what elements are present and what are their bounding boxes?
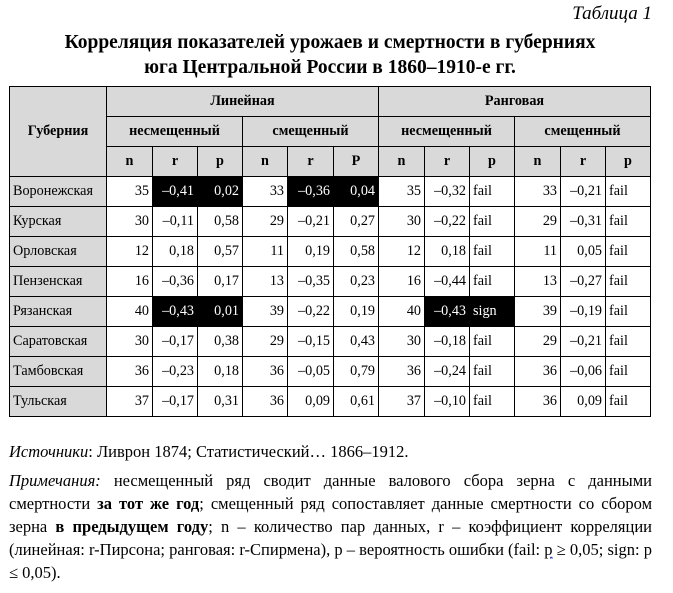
- col-header: n: [515, 147, 561, 177]
- table-cell: 29: [515, 207, 561, 237]
- table-row: [10, 207, 651, 237]
- table-cell: 30: [107, 207, 153, 237]
- table-cell: 0,05: [561, 237, 606, 267]
- table-cell: 11: [243, 237, 288, 267]
- province-name: Тульская: [10, 387, 107, 417]
- table-cell: fail: [470, 207, 515, 237]
- table-cell: –0,27: [561, 267, 606, 297]
- table-cell: 11: [515, 237, 561, 267]
- table-cell: 35: [107, 177, 153, 207]
- province-name: Орловская: [10, 237, 107, 267]
- table-cell: –0,23: [153, 357, 198, 387]
- table-cell: fail: [470, 327, 515, 357]
- table-cell: 0,58: [334, 237, 379, 267]
- table-cell: –0,21: [561, 327, 606, 357]
- table-cell: –0,15: [288, 327, 334, 357]
- table-cell: fail: [606, 387, 651, 417]
- province-name: Пензенская: [10, 267, 107, 297]
- col-header: n: [107, 147, 153, 177]
- table-row: [10, 387, 651, 417]
- table-cell: –0,22: [425, 207, 470, 237]
- table-cell: 0,27: [334, 207, 379, 237]
- table-cell: fail: [470, 387, 515, 417]
- table-cell: fail: [606, 237, 651, 267]
- table-cell: 30: [107, 327, 153, 357]
- table-cell: fail: [606, 267, 651, 297]
- notes-bold-2: в предыдущем году: [55, 517, 209, 536]
- rank-header: Ранговая: [379, 87, 651, 117]
- notes-text-5: ≥ 0,05; sign: p ≤ 0,05).: [9, 540, 652, 582]
- table-cell: 0,09: [561, 387, 606, 417]
- table-cell: 0,18: [425, 237, 470, 267]
- title-line-2: юга Центральной России в 1860–1910-е гг.: [144, 57, 516, 78]
- col-header: n: [379, 147, 425, 177]
- table-cell: 16: [107, 267, 153, 297]
- table-cell: fail: [470, 177, 515, 207]
- table-cell: 0,57: [198, 237, 243, 267]
- table-cell: 36: [243, 357, 288, 387]
- province-name: Рязанская: [10, 297, 107, 327]
- table-cell: 39: [515, 297, 561, 327]
- table-cell: 0,02: [198, 177, 243, 207]
- table-cell: –0,11: [153, 207, 198, 237]
- linear-unshifted-header: несмещенный: [107, 117, 243, 147]
- sources-line: [9, 440, 652, 463]
- col-header: r: [425, 147, 470, 177]
- table-cell: –0,36: [153, 267, 198, 297]
- table-cell: 0,61: [334, 387, 379, 417]
- table-cell: –0,17: [153, 327, 198, 357]
- rank-unshifted-header: несмещенный: [379, 117, 515, 147]
- notes-bold-1: за тот же год: [97, 494, 200, 513]
- table-cell: fail: [470, 237, 515, 267]
- table-row: [10, 297, 651, 327]
- table-cell: 33: [243, 177, 288, 207]
- notes-block: [9, 440, 652, 584]
- notes-label: Примечания:: [9, 471, 101, 490]
- table-cell: fail: [470, 267, 515, 297]
- sources-label: Источники: [9, 442, 89, 461]
- table-cell: –0,44: [425, 267, 470, 297]
- table-row: [10, 327, 651, 357]
- table-cell: –0,05: [288, 357, 334, 387]
- notes-text-1: несмещенный ряд сводит данные валового сбора зерна с данными смертности: [9, 471, 652, 513]
- table-cell: –0,24: [425, 357, 470, 387]
- table-cell: –0,18: [425, 327, 470, 357]
- table-cell: 40: [379, 297, 425, 327]
- table-cell: 37: [379, 387, 425, 417]
- col-header: p: [606, 147, 651, 177]
- table-cell: 29: [515, 327, 561, 357]
- table-cell: 13: [243, 267, 288, 297]
- notes-text-4: p: [544, 540, 553, 559]
- col-header: P: [334, 147, 379, 177]
- table-cell: –0,21: [561, 177, 606, 207]
- table-cell: –0,19: [561, 297, 606, 327]
- table-row: [10, 357, 651, 387]
- table-cell: 33: [515, 177, 561, 207]
- table-cell: 39: [243, 297, 288, 327]
- title-line-1: Корреляция показателей урожаев и смертности в губерниях: [64, 32, 596, 53]
- table-row: [10, 237, 651, 267]
- table-cell: 0,17: [198, 267, 243, 297]
- table-cell: fail: [606, 207, 651, 237]
- table-cell: 36: [107, 357, 153, 387]
- table-cell: 30: [379, 327, 425, 357]
- table-cell: 12: [107, 237, 153, 267]
- table-cell: 0,01: [198, 297, 243, 327]
- province-name: Тамбовская: [10, 357, 107, 387]
- notes-paragraph: [9, 469, 652, 584]
- province-name: Саратовская: [10, 327, 107, 357]
- table-cell: –0,22: [288, 297, 334, 327]
- table-cell: fail: [606, 357, 651, 387]
- table-cell: –0,21: [288, 207, 334, 237]
- correlation-table: [9, 86, 651, 417]
- table-cell: sign: [470, 297, 515, 327]
- province-header: Губерния: [10, 87, 107, 177]
- col-header: r: [153, 147, 198, 177]
- col-header: r: [561, 147, 606, 177]
- col-header: r: [288, 147, 334, 177]
- table-cell: 16: [379, 267, 425, 297]
- table-cell: –0,10: [425, 387, 470, 417]
- table-cell: fail: [606, 327, 651, 357]
- table-cell: –0,43: [425, 297, 470, 327]
- table-cell: –0,43: [153, 297, 198, 327]
- table-cell: fail: [606, 297, 651, 327]
- table-cell: 13: [515, 267, 561, 297]
- col-header: n: [243, 147, 288, 177]
- table-cell: –0,06: [561, 357, 606, 387]
- table-cell: –0,32: [425, 177, 470, 207]
- table-cell: –0,35: [288, 267, 334, 297]
- table-cell: 30: [379, 207, 425, 237]
- province-name: Воронежская: [10, 177, 107, 207]
- table-cell: 0,23: [334, 267, 379, 297]
- rank-shifted-header: смещенный: [515, 117, 651, 147]
- table-cell: 36: [379, 357, 425, 387]
- table-cell: 29: [243, 207, 288, 237]
- table-cell: 0,19: [334, 297, 379, 327]
- table-cell: 36: [515, 387, 561, 417]
- table-cell: –0,31: [561, 207, 606, 237]
- table-cell: –0,17: [153, 387, 198, 417]
- table-cell: 0,04: [334, 177, 379, 207]
- table-cell: 0,38: [198, 327, 243, 357]
- table-cell: fail: [606, 177, 651, 207]
- table-row: [10, 267, 651, 297]
- table-cell: 0,58: [198, 207, 243, 237]
- table-cell: 35: [379, 177, 425, 207]
- table-number: Таблица 1: [572, 3, 652, 24]
- table-cell: 12: [379, 237, 425, 267]
- table-title: [10, 30, 650, 80]
- table-cell: –0,36: [288, 177, 334, 207]
- table-cell: 29: [243, 327, 288, 357]
- table-cell: 0,18: [198, 357, 243, 387]
- table-cell: 0,19: [288, 237, 334, 267]
- table-cell: 0,18: [153, 237, 198, 267]
- sources-text: : Ливрон 1874; Статистический… 1866–1912.: [88, 442, 409, 461]
- col-header: p: [198, 147, 243, 177]
- table-cell: 0,79: [334, 357, 379, 387]
- table-cell: 36: [515, 357, 561, 387]
- table-cell: 0,09: [288, 387, 334, 417]
- table-cell: 40: [107, 297, 153, 327]
- linear-shifted-header: смещенный: [243, 117, 379, 147]
- col-header: p: [470, 147, 515, 177]
- table-cell: –0,41: [153, 177, 198, 207]
- table-cell: 0,43: [334, 327, 379, 357]
- table-cell: fail: [470, 357, 515, 387]
- linear-header: Линейная: [107, 87, 379, 117]
- table-cell: 36: [243, 387, 288, 417]
- notes-text-3: ; n – количество пар данных, r – коэффициент корреляции (линейная: r-Пирсона; ранговая: r-Спирмена), p – вероятность ошибки (fail:: [9, 517, 652, 559]
- province-name: Курская: [10, 207, 107, 237]
- table-row: [10, 177, 651, 207]
- table-cell: 0,31: [198, 387, 243, 417]
- notes-text-2: ; смещенный ряд сопоставляет данные смертности со сбором зерна: [9, 494, 653, 536]
- table-cell: 37: [107, 387, 153, 417]
